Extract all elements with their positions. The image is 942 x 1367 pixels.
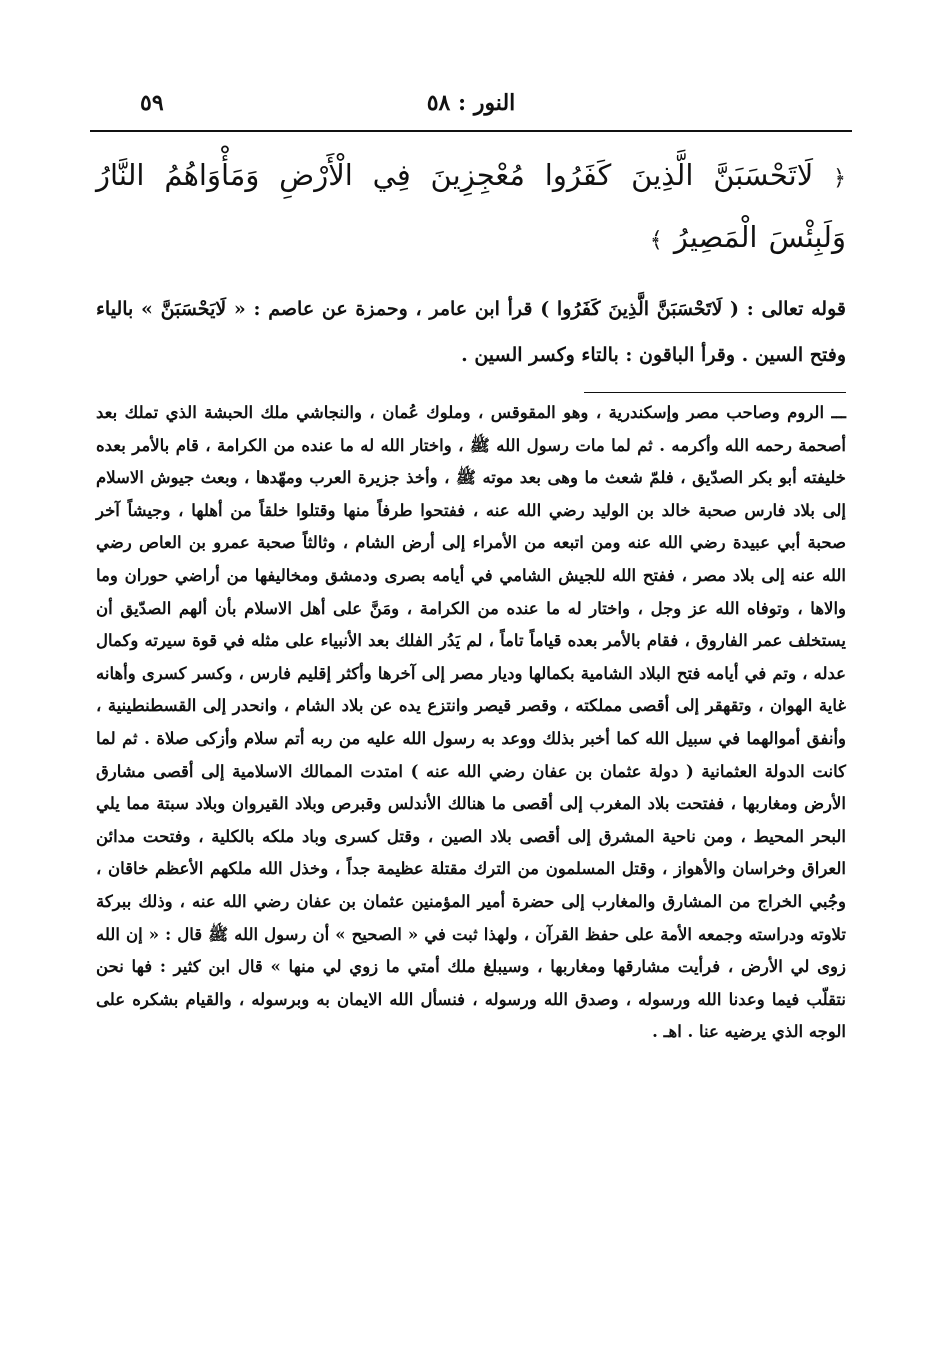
commentary-paragraph [96, 286, 846, 378]
page-number: ٥٩ [140, 90, 164, 116]
commentary-text: ( لَاتَحْسَبَنَّ الَّذِينَ كَفَرُوا ) قرأ ابن عامر ، وحمزة عن عاصم : « لَايَحْسَبَنَّ » بالياء وفتح السين . وقرأ الباقون : بالتاء وكسر السين . [96, 298, 846, 366]
commentary-lead: قوله تعالى : [746, 298, 846, 320]
footnote-text: ـــ الروم وصاحب مصر وإسكندرية ، وهو المقوقس ، وملوك عُمان ، والنجاشي ملك الحبشة الذي تملك بعد أصحمة رحمه الله وأكرمه . ثم لما مات رسول الله ﷺ ، واختار الله له ما عنده من الكرامة ، قام بالأمر بعده خليفته أبو بكر الصدّيق ، فلمّ شعث ما وهى بعد موته ﷺ ، وأخذ جزيرة العرب ومهّدها ، وبعث جيوش الاسلام إلى بلاد فارس صحبة خالد بن الوليد رضي الله عنه ، ففتحوا طرفاً منها وقتلوا خلقاً من أهلها ، وجيشاً آخر صحبة أبي عبيدة رضي الله عنه ومن اتبعه من الأمراء إلى أرض الشام ، وثالثاً صحبة عمرو بن العاص رضي الله عنه إلى بلاد مصر ، ففتح الله للجيش الشامي في أيامه بصرى ودمشق ومخاليفها من أراضي حوران وما والاها ، وتوفاه الله عز وجل ، واختار له ما عنده من الكرامة ، ومَنَّ على أهل الاسلام بأن ألهم الصدّيق أن يستخلف عمر الفاروق ، فقام بالأمر بعده قياماً تاماً ، لم يَدُر الفلك بعد الأنبياء على مثله في قوة سيرته وكمال عدله ، وتم في أيامه فتح البلاد الشامية بكمالها وديار مصر إلى آخرها وأكثر إقليم فارس ، وكسر كسرى وأهانه غاية الهوان ، وتقهقر إلى أقصى مملكته ، وقصر قيصر وانتزع يده عن بلاد الشام ، وانحدر إلى القسطنطينية ، وأنفق أموالهما في سبيل الله كما أخبر بذلك ووعد به رسول الله عليه من ربه أتم سلام وأزكى صلاة . ثم لما كانت الدولة العثمانية ( دولة عثمان بن عفان رضي الله عنه ) امتدت الممالك الاسلامية إلى أقصى مشارق الأرض ومغاربها ، ففتحت بلاد المغرب إلى أقصى ما هنالك الأندلس وقبرص وبلاد القيروان وبلاد سبتة مما يلي البحر المحيط ، ومن ناحية المشرق إلى أقصى بلاد الصين ، وقتل كسرى وباد ملكه بالكلية ، وفتحت مدائن العراق وخراسان والأهواز ، وقتل المسلمون من الترك مقتلة عظيمة جداً ، وخذل الله ملكهم الأعظم خاقان ، وجُبي الخراج من المشارق والمغارب إلى حضرة أمير المؤمنين عثمان بن عفان رضي الله عنه ، وذلك ببركة تلاوته ودراسته وجمعه الأمة على حفظ القرآن ، ولهذا ثبت في « الصحيح » أن رسول الله ﷺ قال : « إن الله زوى لي الأرض ، فرأيت مشارقها ومغاربها ، وسيبلغ ملك أمتي ما زوي لي منها » قال ابن كثير : فها نحن نتقلّب فيما وعدنا الله ورسوله ، وصدق الله ورسوله ، فنسأل الله الايمان به وبرسوله ، والقيام بشكره على الوجه الذي يرضيه عنا . اهـ . [96, 403, 846, 1042]
verse-open-brace: ﴿ [833, 166, 846, 191]
verse-text: لَاتَحْسَبَنَّ الَّذِينَ كَفَرُوا مُعْجِزِينَ فِي الْأَرْضِ وَمَأْوَاهُمُ النَّارُ وَلَبِئْسَ الْمَصِيرُ [96, 158, 846, 254]
footnote-rule [584, 392, 846, 393]
book-page [96, 90, 846, 1350]
running-title: النور : ٥٨ [426, 90, 516, 116]
quran-verse [96, 146, 846, 270]
verse-close-brace: ﴾ [649, 228, 663, 253]
header-rule [90, 130, 852, 132]
footnote [96, 397, 846, 1049]
page-header [96, 90, 846, 124]
